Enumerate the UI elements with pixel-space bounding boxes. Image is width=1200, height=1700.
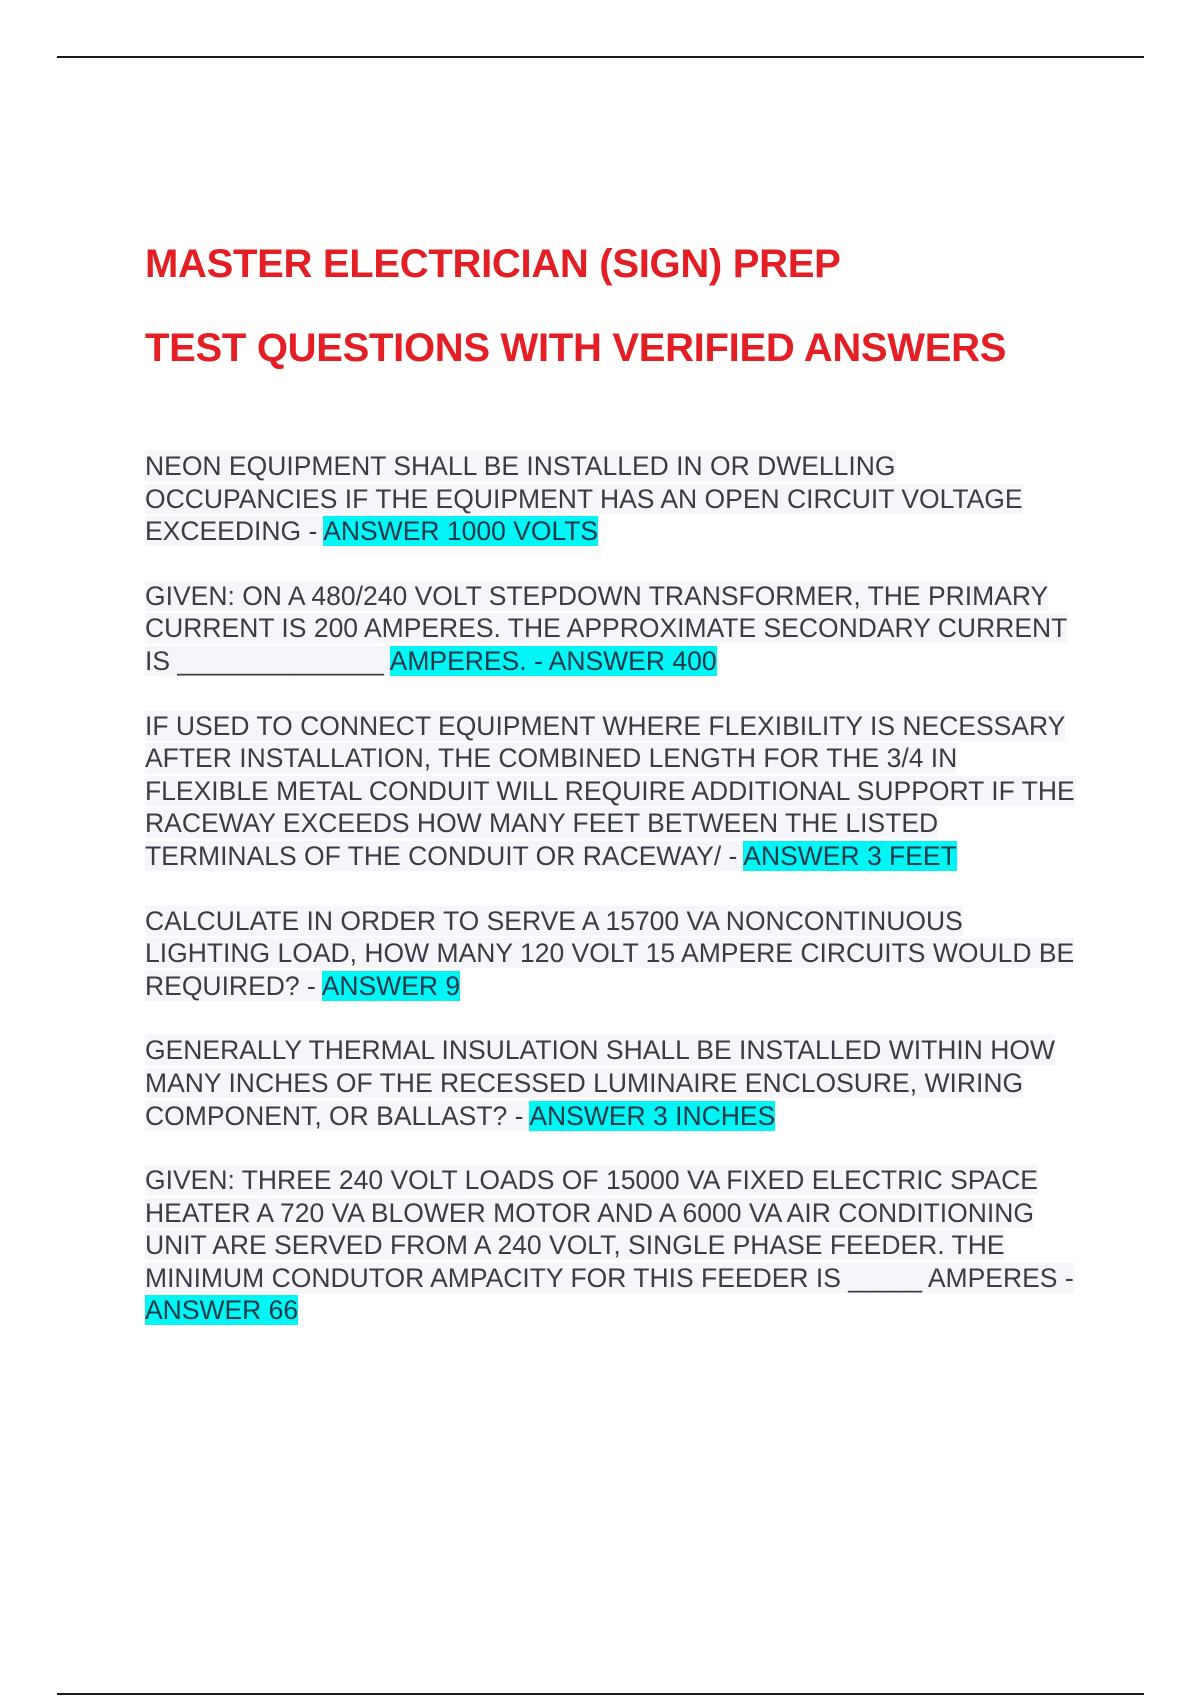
question-item [145,1034,1085,1132]
question-list [145,450,1085,1359]
question-text: IF USED TO CONNECT EQUIPMENT WHERE FLEXIBILITY IS NECESSARY AFTER INSTALLATION, THE COMBINED LENGTH FOR THE 3/4 IN FLEXIBLE METAL CONDUIT WILL REQUIRE ADDITIONAL SUPPORT IF THE RACEWAY EXCEEDS HOW MANY FEET BETWEEN THE LISTED TERMINALS OF THE CONDUIT OR RACEWAY/ - [145,710,1075,871]
question-text: GENERALLY THERMAL INSULATION SHALL BE INSTALLED WITHIN HOW MANY INCHES OF THE RECESSED LUMINAIRE ENCLOSURE, WIRING COMPONENT, OR BALLAST? - [145,1035,1056,1131]
answer-text: ANSWER 3 FEET [743,840,957,871]
document-title [145,238,1145,406]
question-text: NEON EQUIPMENT SHALL BE INSTALLED IN OR DWELLING OCCUPANCIES IF THE EQUIPMENT HAS AN OPEN CIRCUIT VOLTAGE EXCEEDING - [145,451,1023,547]
question-item [145,905,1085,1003]
question-item [145,1164,1085,1327]
title-line-2: TEST QUESTIONS WITH VERIFIED ANSWERS [145,326,1007,370]
question-text: GIVEN: ON A 480/240 VOLT STEPDOWN TRANSFORMER, THE PRIMARY CURRENT IS 200 AMPERES. THE APPROXIMATE SECONDARY CURRENT IS ______________ [145,580,1068,676]
answer-text: AMPERES. - ANSWER 400 [389,645,717,676]
question-item [145,580,1085,678]
answer-text: ANSWER 9 [321,970,461,1001]
answer-text: ANSWER 1000 VOLTS [323,516,599,547]
title-line-1: MASTER ELECTRICIAN (SIGN) PREP [145,242,841,286]
footer-rule [57,1693,1144,1695]
header-rule [57,56,1144,58]
answer-text: ANSWER 3 INCHES [529,1100,776,1131]
question-text: GIVEN: THREE 240 VOLT LOADS OF 15000 VA FIXED ELECTRIC SPACE HEATER A 720 VA BLOWER MOTOR AND A 6000 VA AIR CONDITIONING UNIT ARE SERVED FROM A 240 VOLT, SINGLE PHASE FEEDER. THE MINIMUM CONDUTOR AMPACITY FOR THIS FEEDER IS _____ AMPERES - [145,1165,1074,1293]
question-text: CALCULATE IN ORDER TO SERVE A 15700 VA NONCONTINUOUS LIGHTING LOAD, HOW MANY 120 VOLT 15 AMPERE CIRCUITS WOULD BE REQUIRED? - [145,905,1075,1001]
question-item [145,710,1085,873]
answer-text: ANSWER 66 [145,1295,299,1326]
question-item [145,450,1085,548]
